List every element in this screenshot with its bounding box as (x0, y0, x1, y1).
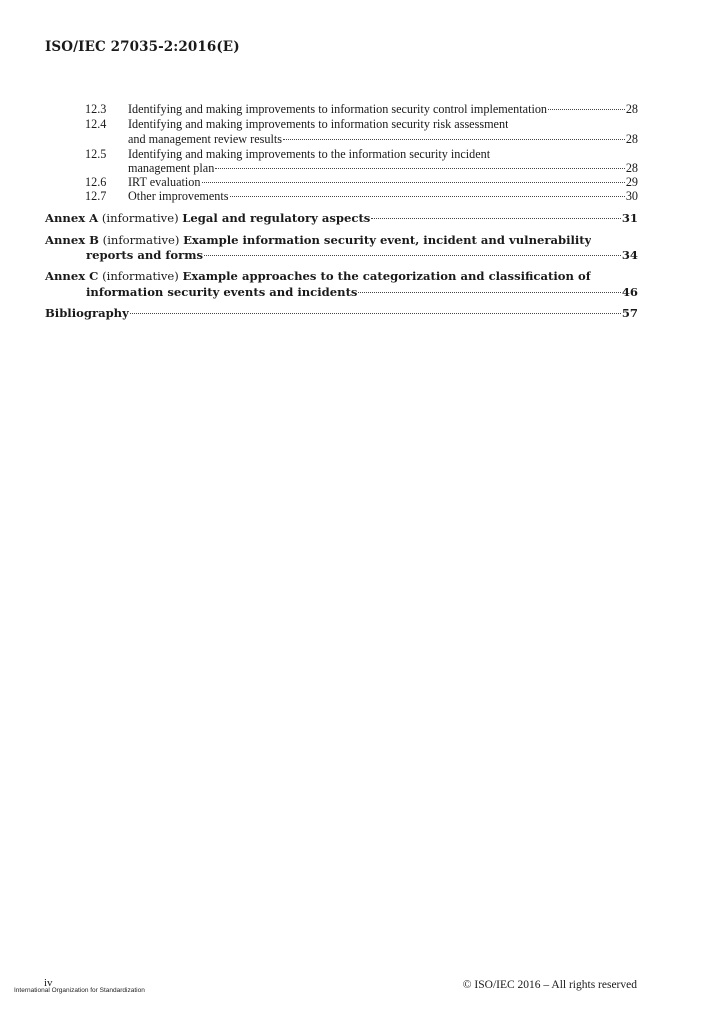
toc-entry-annex-a[interactable] (45, 211, 638, 225)
annex-title-line-1: Example information security event, incident and vulnerability (183, 233, 592, 247)
dot-leader (371, 218, 621, 219)
toc-page: 57 (621, 306, 638, 320)
toc-number: 12.4 (85, 117, 107, 131)
toc-title: Other improvements (128, 189, 229, 203)
toc-entry-12-4-cont[interactable] (128, 132, 638, 146)
annex-label: Annex A (45, 211, 99, 225)
toc-title: Identifying and making improvements to information security control implementation (128, 102, 548, 116)
bibliography-title: Bibliography (45, 306, 129, 320)
dot-leader (202, 182, 625, 183)
toc-number: 12.6 (85, 175, 107, 189)
toc-entry-annex-b[interactable] (45, 233, 638, 247)
toc-page: 31 (621, 211, 638, 225)
page-number: iv (44, 977, 53, 989)
dot-leader (230, 196, 625, 197)
toc-page: 46 (621, 285, 638, 299)
organization-label: International Organization for Standardization (14, 987, 145, 994)
toc-title-line-2: and management review results (128, 132, 282, 146)
annex-title: Legal and regulatory aspects (182, 211, 371, 225)
toc-entry-annex-c-cont[interactable] (86, 285, 638, 299)
dot-leader (548, 109, 625, 110)
toc-number: 12.7 (85, 189, 107, 203)
toc-page: 28 (625, 102, 638, 116)
toc-page: 29 (625, 175, 638, 189)
toc-entry-annex-b-cont[interactable] (86, 248, 638, 262)
toc-entry-12-4[interactable] (85, 117, 638, 131)
dot-leader (358, 292, 620, 293)
annex-type: (informative) (98, 269, 183, 283)
dot-leader (130, 313, 621, 314)
toc-entry-12-6[interactable] (85, 175, 638, 189)
annex-label: Annex C (45, 269, 99, 283)
toc-number: 12.3 (85, 102, 107, 116)
copyright-notice: © ISO/IEC 2016 – All rights reserved (462, 979, 637, 991)
annex-title-line-2: reports and forms (86, 248, 204, 262)
toc-title-line-1: Identifying and making improvements to information security risk assessment (128, 117, 509, 131)
toc-entry-12-5-cont[interactable] (128, 161, 638, 175)
toc-page: 34 (621, 248, 638, 262)
toc-title-line-1: Identifying and making improvements to the information security incident (128, 147, 491, 161)
toc-entry-bibliography[interactable] (45, 306, 638, 320)
toc-entry-annex-c[interactable] (45, 269, 638, 283)
dot-leader (204, 255, 621, 256)
dot-leader (283, 139, 625, 140)
annex-type: (informative) (98, 233, 184, 247)
annex-title-line-1: Example approaches to the categorization and classification of (182, 269, 591, 283)
toc-number: 12.5 (85, 147, 107, 161)
annex-label: Annex B (45, 233, 99, 247)
dot-leader (215, 168, 625, 169)
toc-entry-12-3[interactable] (85, 102, 638, 116)
toc-page: 28 (625, 132, 638, 146)
annex-type: (informative) (98, 211, 183, 225)
toc-title: IRT evaluation (128, 175, 201, 189)
document-header: ISO/IEC 27035-2:2016(E) (45, 39, 240, 55)
toc-page: 28 (625, 161, 638, 175)
annex-title-line-2: information security events and incidents (86, 285, 358, 299)
toc-entry-12-5[interactable] (85, 147, 638, 161)
toc-title-line-2: management plan (128, 161, 215, 175)
toc-page: 30 (625, 189, 638, 203)
toc-entry-12-7[interactable] (85, 189, 638, 203)
